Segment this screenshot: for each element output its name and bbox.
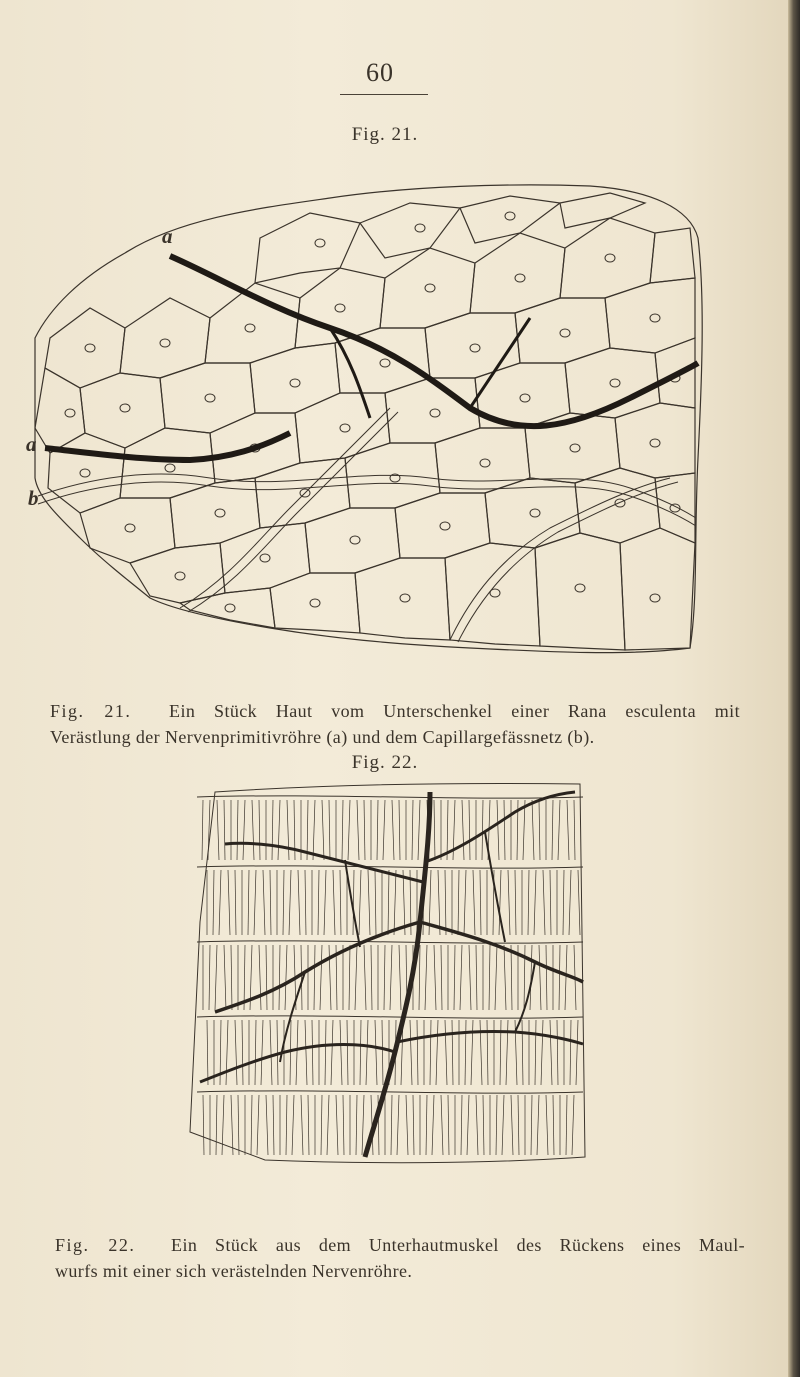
- muscle-striation: [224, 800, 225, 860]
- muscle-striation: [515, 870, 516, 935]
- muscle-striation: [452, 1020, 453, 1085]
- muscle-striation: [213, 870, 214, 935]
- muscle-striation: [251, 1095, 252, 1155]
- muscle-striation: [528, 870, 529, 935]
- muscle-striation: [476, 945, 477, 1010]
- muscle-striation: [202, 800, 203, 860]
- muscle-striation: [454, 945, 455, 1010]
- muscle-striation: [285, 945, 287, 1010]
- muscle-striation: [441, 1095, 443, 1155]
- muscle-striation: [518, 1095, 519, 1155]
- muscle-striation: [500, 1020, 501, 1085]
- muscle-band-edge: [197, 796, 583, 798]
- muscle-striation: [279, 945, 280, 1010]
- muscle-striation: [436, 1020, 438, 1085]
- muscle-striation: [348, 800, 350, 860]
- muscle-striation: [364, 945, 366, 1010]
- figure-21-drawing: [30, 178, 720, 660]
- muscle-striation: [394, 870, 396, 935]
- muscle-striation: [432, 1095, 434, 1155]
- muscle-striation: [257, 1095, 259, 1155]
- muscle-striation: [504, 945, 506, 1010]
- muscle-striation: [532, 800, 534, 860]
- muscle-striation: [349, 945, 350, 1010]
- muscle-striation: [235, 1020, 237, 1085]
- muscle-striation: [550, 870, 551, 935]
- muscle-striation: [327, 1095, 329, 1155]
- muscle-striation: [343, 1095, 344, 1155]
- muscle-striation: [534, 870, 536, 935]
- muscle-striation: [460, 945, 462, 1010]
- muscle-striation: [391, 1095, 392, 1155]
- muscle-striation: [209, 945, 210, 1010]
- muscle-striation: [324, 870, 326, 935]
- muscle-striation: [207, 1020, 208, 1085]
- nerve-fibre: [45, 256, 698, 460]
- muscle-striation: [412, 800, 413, 860]
- muscle-striation: [546, 1095, 548, 1155]
- muscle-striation: [471, 1020, 473, 1085]
- muscle-striation: [574, 800, 575, 860]
- muscle-striation: [208, 800, 210, 860]
- muscle-striation: [375, 870, 376, 935]
- muscle-striation: [261, 1020, 263, 1085]
- muscle-striation: [278, 800, 280, 860]
- muscle-striation: [511, 945, 512, 1010]
- branching-nerve: [200, 792, 583, 1157]
- muscle-striation: [553, 1095, 554, 1155]
- figure-22-caption-line-2: wurfs mit einer sich verästelnden Nervenröhre.: [55, 1261, 413, 1281]
- muscle-striation: [467, 1095, 469, 1155]
- muscle-striation: [388, 870, 389, 935]
- muscle-striation: [397, 1095, 399, 1155]
- muscle-striation: [314, 945, 315, 1010]
- muscle-striation: [464, 870, 466, 935]
- muscle-striation: [502, 1095, 504, 1155]
- muscle-striation: [535, 1020, 536, 1085]
- muscle-striation: [353, 870, 354, 935]
- muscle-striation: [360, 1020, 361, 1085]
- muscle-striation: [448, 1095, 449, 1155]
- muscle-striation: [329, 945, 331, 1010]
- muscle-striation: [263, 870, 265, 935]
- muscle-striation: [469, 945, 471, 1010]
- muscle-striation: [496, 1095, 497, 1155]
- figure-21-label-a-top: a: [162, 224, 173, 248]
- muscle-striation: [313, 800, 315, 860]
- muscle-striation: [469, 800, 470, 860]
- muscle-fibres: [197, 796, 583, 1155]
- muscle-striation: [458, 870, 459, 935]
- muscle-striation: [552, 800, 553, 860]
- figure-22-illustration: [185, 772, 605, 1172]
- muscle-striation: [238, 1095, 239, 1155]
- muscle-striation: [273, 1095, 274, 1155]
- figure-22-caption-line-1: [55, 1232, 745, 1258]
- muscle-striation: [576, 1020, 578, 1085]
- muscle-striation: [231, 945, 232, 1010]
- muscle-striation: [539, 800, 540, 860]
- muscle-striation: [333, 870, 335, 935]
- muscle-striation: [340, 870, 341, 935]
- muscle-striation: [480, 870, 481, 935]
- muscle-striation: [252, 800, 254, 860]
- muscle-striation: [392, 800, 394, 860]
- muscle-striation: [224, 945, 226, 1010]
- muscle-striation: [487, 1020, 488, 1085]
- muscle-striation: [325, 1020, 326, 1085]
- muscle-striation: [203, 1095, 204, 1155]
- figure-21-caption: [50, 698, 740, 750]
- muscle-striation: [445, 1020, 447, 1085]
- muscle-striation: [563, 870, 564, 935]
- muscle-striation: [270, 870, 271, 935]
- muscle-striation: [320, 945, 322, 1010]
- muscle-striation: [399, 800, 400, 860]
- page-number-rule: [340, 94, 428, 95]
- figure-21-label-a-left: a: [26, 432, 37, 456]
- muscle-striation: [231, 1095, 233, 1155]
- muscle-striation: [506, 1020, 508, 1085]
- figure-21-caption-line-2: Verästlung der Nervenprimitivröhre (a) und dem Capillargefässnetz (b).: [50, 727, 595, 747]
- muscle-striation: [235, 870, 236, 935]
- muscle-striation: [565, 945, 567, 1010]
- muscle-striation: [504, 800, 505, 860]
- cell-nuclei: [65, 212, 680, 612]
- muscle-striation: [329, 800, 330, 860]
- muscle-striation: [228, 870, 230, 935]
- muscle-striation: [461, 1095, 462, 1155]
- muscle-striation: [322, 800, 324, 860]
- muscle-striation: [359, 870, 361, 935]
- muscle-striation: [541, 1020, 543, 1085]
- muscle-striation: [572, 1095, 574, 1155]
- muscle-striation: [215, 945, 217, 1010]
- muscle-striation: [495, 945, 497, 1010]
- figure-21-caption-number: Fig. 21.: [50, 701, 132, 721]
- muscle-striation: [441, 945, 442, 1010]
- muscle-striation: [559, 945, 560, 1010]
- muscle-striation: [368, 870, 370, 935]
- capillary-network: [38, 408, 696, 642]
- figure-21-label-b: b: [28, 486, 39, 510]
- muscle-striation: [399, 945, 401, 1010]
- figure-22-title: Fig. 22.: [351, 752, 419, 773]
- muscle-striation: [537, 1095, 539, 1155]
- figure-22-caption: [55, 1232, 745, 1284]
- muscle-striation: [570, 1020, 571, 1085]
- muscle-striation: [426, 1095, 427, 1155]
- muscle-striation: [259, 800, 260, 860]
- muscle-striation: [266, 1095, 268, 1155]
- muscle-striation: [219, 870, 221, 935]
- muscle-striation: [243, 800, 245, 860]
- muscle-striation: [377, 800, 378, 860]
- muscle-band-edge: [197, 1016, 583, 1018]
- muscle-striation: [287, 800, 289, 860]
- muscle-striation: [301, 945, 302, 1010]
- muscle-striation: [308, 1095, 309, 1155]
- muscle-striation: [413, 1095, 414, 1155]
- muscle-band-edge: [197, 1091, 583, 1093]
- muscle-striation: [445, 870, 446, 935]
- muscle-striation: [259, 945, 261, 1010]
- muscle-striation: [543, 870, 545, 935]
- muscle-striation: [248, 870, 249, 935]
- muscle-striation: [569, 870, 571, 935]
- muscle-striation: [546, 945, 547, 1010]
- muscle-striation: [410, 1020, 412, 1085]
- muscle-striation: [289, 870, 291, 935]
- muscle-striation: [242, 1020, 243, 1085]
- muscle-striation: [483, 1095, 484, 1155]
- muscle-striation: [522, 1020, 523, 1085]
- muscle-striation: [355, 945, 357, 1010]
- muscle-striation: [465, 1020, 466, 1085]
- muscle-striation: [364, 800, 365, 860]
- muscle-striation: [305, 870, 306, 935]
- muscle-striation: [434, 800, 435, 860]
- muscle-striation: [318, 870, 319, 935]
- figure-21-illustration: [26, 178, 720, 660]
- muscle-striation: [567, 800, 569, 860]
- muscle-striation: [390, 945, 392, 1010]
- figure-22-caption-text-1: Ein Stück aus dem Unterhautmuskel des Rückens eines Maul-: [171, 1235, 745, 1255]
- muscle-striation: [384, 945, 385, 1010]
- muscle-striation: [578, 870, 580, 935]
- muscle-striation: [480, 1020, 482, 1085]
- muscle-striation: [531, 1095, 532, 1155]
- figure-21-caption-line-1: [50, 698, 740, 724]
- muscle-band-edge: [197, 866, 583, 868]
- muscle-striation: [217, 800, 219, 860]
- muscle-band-edge: [197, 941, 583, 943]
- muscle-striation: [425, 945, 427, 1010]
- muscle-striation: [406, 1095, 408, 1155]
- muscle-striation: [331, 1020, 333, 1085]
- figure-22-drawing: [185, 772, 605, 1172]
- figure-21-title: Fig. 21.: [351, 124, 419, 145]
- muscle-striation: [383, 800, 385, 860]
- muscle-striation: [539, 945, 541, 1010]
- muscle-striation: [272, 800, 273, 860]
- muscle-striation: [417, 1020, 418, 1085]
- muscle-striation: [482, 800, 483, 860]
- muscle-striation: [434, 945, 436, 1010]
- figure-21-caption-text-1: Ein Stück Haut vom Unterschenkel einer Rana esculenta mit: [169, 701, 740, 721]
- muscle-striation: [305, 1020, 307, 1085]
- muscle-striation: [462, 800, 464, 860]
- muscle-striation: [237, 800, 238, 860]
- muscle-striation: [476, 1095, 478, 1155]
- muscle-striation: [430, 1020, 431, 1085]
- muscle-striation: [366, 1020, 368, 1085]
- muscle-striation: [216, 1095, 217, 1155]
- muscle-striation: [419, 945, 420, 1010]
- muscle-striation: [566, 1095, 567, 1155]
- muscle-striation: [266, 945, 267, 1010]
- page-number: 60: [366, 58, 394, 87]
- muscle-striation: [356, 1095, 357, 1155]
- muscle-striation: [375, 1020, 377, 1085]
- muscle-striation: [371, 945, 372, 1010]
- muscle-striation: [418, 800, 420, 860]
- muscle-striation: [336, 1095, 338, 1155]
- muscle-striation: [438, 870, 440, 935]
- muscle-striation: [489, 945, 490, 1010]
- muscle-striation: [270, 1020, 272, 1085]
- muscle-striation: [362, 1095, 364, 1155]
- muscle-striation: [290, 1020, 291, 1085]
- page-edge-shadow: [788, 0, 800, 1377]
- muscle-striation: [347, 1020, 348, 1085]
- muscle-striation: [382, 1020, 383, 1085]
- muscle-striation: [292, 1095, 294, 1155]
- muscle-striation: [497, 800, 499, 860]
- muscle-striation: [226, 1020, 228, 1085]
- muscle-striation: [321, 1095, 322, 1155]
- muscle-striation: [508, 870, 510, 935]
- skin-cells: [35, 193, 695, 650]
- figure-22-caption-number: Fig. 22.: [55, 1235, 136, 1255]
- muscle-striation: [524, 945, 525, 1010]
- muscle-striation: [312, 1020, 313, 1085]
- muscle-striation: [340, 1020, 342, 1085]
- muscle-striation: [298, 870, 300, 935]
- muscle-striation: [255, 1020, 256, 1085]
- muscle-striation: [286, 1095, 287, 1155]
- muscle-striation: [550, 1020, 552, 1085]
- muscle-striation: [342, 800, 343, 860]
- muscle-outline: [190, 783, 585, 1162]
- muscle-striation: [557, 1020, 558, 1085]
- muscle-striation: [357, 800, 359, 860]
- muscle-striation: [301, 1095, 303, 1155]
- muscle-striation: [296, 1020, 298, 1085]
- muscle-striation: [283, 870, 284, 935]
- muscle-striation: [558, 800, 560, 860]
- muscle-striation: [254, 870, 256, 935]
- muscle-striation: [511, 1095, 513, 1155]
- muscle-striation: [222, 1095, 224, 1155]
- muscle-striation: [473, 870, 475, 935]
